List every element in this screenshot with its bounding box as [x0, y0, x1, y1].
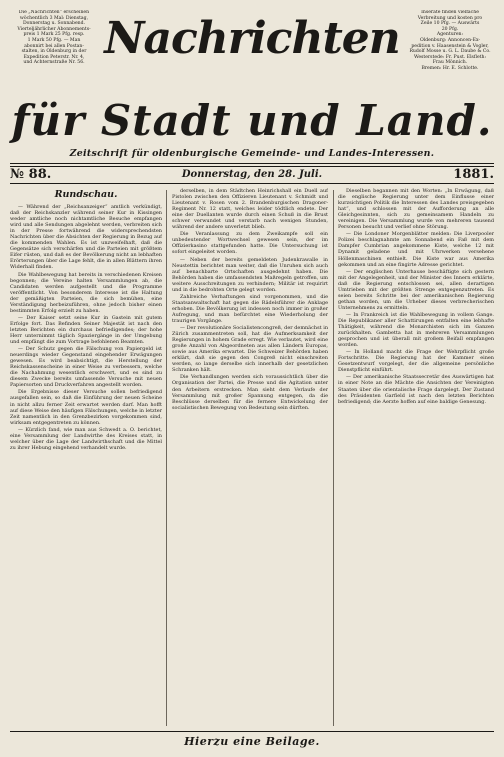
info-line: Expedition Peterstr. Nr. 4, [23, 54, 85, 60]
info-line: preis 1 Mark 25 Pfg. resp. [23, 32, 85, 38]
masthead-title-line1: Nachrichten [104, 13, 400, 64]
issue-year: 1881. [453, 167, 494, 182]
article-paragraph: Dieselben begannen mit den Worten: „In Erwägung, daß die englische Regierung unter dem Einflusse einer kurzsichtigen Politik die Interessen des Landes preisgegeben hat“, und schlossen mit der Aufforderung an alle Gleichgesinnten, sich zu gemeinsamem Handeln zu vereinigen. Die Versammlung wurde von mehreren tausend Personen besucht und verlief ohne Störung. [338, 188, 494, 231]
article-paragraph: — Kürzlich fand, wie man aus Schwedt a. O. berichtet, eine Versammlung der Landwirthe des Kreises statt, in welcher über die Lage der Landwirthschaft und die Mittel zu ihrer Hebung eingehend verhandelt wurde. [10, 426, 162, 451]
article-column-1 [10, 188, 162, 728]
article-paragraph: — Der Kaiser setzt seine Kur in Gastein mit gutem Erfolge fort. Das Befinden Seiner Majestät ist nach den letzten Berichten ein durchaus befriedigendes; der hohe Herr unternimmt täglich Spaziergänge in der Umgebung und empfängt die zum Vortrage befohlenen Beamten. [10, 314, 162, 346]
article-paragraph: — In Holland macht die Frage der Wehrpflicht große Fortschritte. Die Regierung hat der Kammer einen Gesetzentwurf vorgelegt, der die allgemeine persönliche Dienstpflicht einführt. [338, 349, 494, 374]
article-paragraph: Zahlreiche Verhaftungen sind vorgenommen, und die Staatsanwaltschaft hat gegen die Rädelsführer die Anklage erhoben. Die Bevölkerung ist indessen noch immer in großer Aufregung, und man befürchtet eine Wiederholung der traurigen Vorgänge. [172, 293, 328, 324]
issue-number: № 88. [10, 167, 52, 182]
article-paragraph: — Der amerikanische Staatssecretär des Auswärtigen hat in einer Note an die Mächte die Ansichten der Vereinigten Staaten über die orientalische Frage dargelegt. Der Zustand des Präsidenten Garfield ist nach den letzten Berichten befriedigend; die Aerzte hoffen auf eine baldige Genesung. [338, 374, 494, 405]
masthead-title-line2: für Stadt und Land. [11, 96, 493, 145]
info-line: Oldenburg: Annoncen-Ex- [419, 37, 481, 43]
issue-line [10, 167, 494, 182]
column-divider [166, 190, 167, 726]
info-line: abonnirt bei allen Postan- [24, 43, 84, 49]
header-rule [10, 183, 494, 184]
header-rule [10, 163, 494, 164]
info-line: pedition v. Haasenstein & Vogler, [411, 43, 489, 49]
info-line: stalten, in Oldenburg in der [21, 49, 87, 55]
info-line: 1 Mark 50 Pfg. — Man [27, 37, 81, 43]
article-paragraph: — Der Schutz gegen die Fälschung von Papiergeld ist neuerdings wieder Gegenstand eingehender Erwägungen gewesen. Es wird beabsichtigt, die Herstellung der Reichskassenscheine in einer Weise zu verbessern, welche die Nachahmung wesentlich erschwert, und es sind zu diesem Zwecke bereits umfassende Versuche mit neuen Papiersorten und Druckverfahren angestellt worden. [10, 346, 162, 389]
info-line: Vierteljährlicher Abonnements- [17, 26, 91, 32]
footer-rule [10, 731, 494, 732]
section-title: Rundschau. [54, 189, 118, 200]
info-line: Westerstede: Fr. Pust. Elsfleth: [413, 54, 487, 60]
info-line: wöchentlich 3 Mal: Dienstag, [19, 15, 89, 21]
info-line: Agenturen: [436, 32, 464, 38]
article-paragraph: Die Ergebnisse dieser Versuche sollen befriedigend ausgefallen sein, so daß die Einführung der neuen Scheine in nicht allzu ferner Zeit erwartet werden darf. Man hofft auf diese Weise den häufigen Fälschungen, welche in letzter Zeit namentlich in den Grenzbezirken vorgekommen sind, wirksam entgegentreten zu können. [10, 389, 162, 426]
article-paragraph: — Der revolutionäre Socialistencongreß, der demnächst in Zürich zusammentreten soll, hat die Aufmerksamkeit der Regierungen in hohem Grade erregt. Wie verlautet, wird eine große Anzahl von Abgeordneten aus allen Ländern Europas, sowie aus Amerika erwartet. Die Schweizer Behörden haben erklärt, daß sie gegen den Congreß nicht einschreiten werden, so lange derselbe sich innerhalb der gesetzlichen Schranken hält. [172, 325, 328, 374]
article-paragraph: derselben, in dem Städtchen Heinrichshall ein Duell auf Pistolen zwischen den Offizieren Lieutenant v. Schmidt und Lieutenant v. Rosen vom 2. Brandenburgischen Dragoner-Regiment Nr. 12 statt, welches leider tödtlich endete. Der eine der Duellanten wurde durch einen Schuß in die Brust schwer verwundet und verstarb nach wenigen Stunden, während der andere unverletzt blieb. [172, 188, 328, 231]
article-paragraph: Die Wahlbewegung hat bereits in verschiedenen Kreisen begonnen; die Vereine halten Versammlungen ab, die Candidaten werden aufgestellt und die Programme veröffentlicht. Von besonderem Interesse ist die Haltung der gemäßigten Parteien, die sich bemühen, eine Verständigung herbeizuführen, ohne jedoch bisher einen bestimmten Erfolg erzielt zu haben. [10, 271, 162, 314]
info-line: 20 Pfg. [441, 26, 459, 32]
info-line: Frau Mönnich. [432, 60, 468, 66]
article-paragraph: — Die Londoner Morgenblätter melden: Die Liverpooler Polizei beschlagnahmte am Sonnabend ein Faß mit dem Dampfer Cumbrian angekommene Kiste, welche 12 mit Dynamit geladene und mit Uhrwerken versehene Höllenmaschinen enthielt. Die Kiste war aus Amerika gekommen und an eine fingirte Adresse gerichtet. [338, 231, 494, 268]
info-line: Inserate finden vielfache [421, 10, 479, 15]
info-line: Verbreitung und kosten pro [417, 15, 483, 21]
article-paragraph: Die Verhandlungen werden sich voraussichtlich über die Organisation der Partei, die Presse und die Agitation unter den Arbeitern erstrecken. Man sieht dem Verlaufe der Versammlung mit großer Spannung entgegen, da die Beschlüsse derselben für die fernere Entwickelung der socialistischen Bewegung von Bedeutung sein dürften. [172, 374, 328, 411]
info-line: Die „Nachrichten“ erscheinen [18, 10, 90, 15]
info-line: und Achternstraße Nr. 56. [23, 60, 85, 66]
issue-date: Donnerstag, den 28. Juli. [181, 169, 323, 180]
article-paragraph: — Neben der bereits gemeldeten Judenkrawalle in Neustettin berichtet man weiter, daß die Unruhen sich auch auf benachbarte Ortschaften ausgedehnt haben. Die Behörden haben die umfassendsten Maßregeln getroffen, um weitere Ausschreitungen zu verhindern; Militär ist requirirt und in die bedrohten Orte gelegt worden. [172, 256, 328, 293]
article-paragraph: Die Veranlassung zu dem Zweikampfe soll ein unbedeutender Wortwechsel gewesen sein, der im Offizierkasino stattgefunden hatte. Die Untersuchung ist sofort eingeleitet worden. [172, 231, 328, 256]
info-line: Bremen: Hr. E. Schlotte. [421, 65, 479, 71]
info-line: Zeile 10 Pfg. — Auswärts [420, 21, 480, 27]
masthead-subtitle: Zeitschrift für oldenburgische Gemeinde- und Landes-Interessen. [69, 148, 435, 159]
article-column-3 [338, 188, 494, 728]
info-line: Rudolf Mosse u. G. L. Daube & Co. [409, 49, 491, 55]
article-paragraph: — In Frankreich ist die Wahlbewegung in vollem Gange. Die Republikaner aller Schattirungen entfalten eine lebhafte Thätigkeit, während die Monarchisten sich im Ganzen zurückhalten. Gambetta hat in mehreren Versammlungen gesprochen und ist überall mit großem Beifall empfangen worden. [338, 311, 494, 349]
article-paragraph: — Der englischen Unterhause beschäftigte sich gestern mit der Angelegenheit, und der Minister des Innern erklärte, daß die Regierung entschlossen sei, allen derartigen Umtrieben mit der größten Strenge entgegenzutreten. Es seien bereits Schritte bei der amerikanischen Regierung gethan worden, um die Urheber dieses verbrecherischen Unternehmens zu ermitteln. [338, 268, 494, 311]
supplement-notice: Hierzu eine Beilage. [184, 735, 320, 748]
article-paragraph: — Während der „Reichsanzeiger“ amtlich verkündigt, daß der Reichskanzler während seiner Kur in Kissingen weder amtliche noch nichtamtliche Besuche empfangen wird und alle Sendungen abgelehnt werden, verbreiten sich in der Presse fortwährend die widersprechendsten Nachrichten über die Absichten der Regierung in Bezug auf die kommenden Wahlen. Es ist unzweifelhaft, daß die Gegensätze sich verschärfen und die Parteien mit größtem Eifer rüsten, und daß es der Bevölkerung nicht an lebhaften Erörterungen über die Lage fehlt, die in allen Blättern ihren Widerhall finden. [10, 204, 162, 271]
column-divider [333, 190, 334, 726]
info-line: Donnerstag u. Sonnabend. [22, 21, 86, 27]
article-column-2 [172, 188, 328, 728]
